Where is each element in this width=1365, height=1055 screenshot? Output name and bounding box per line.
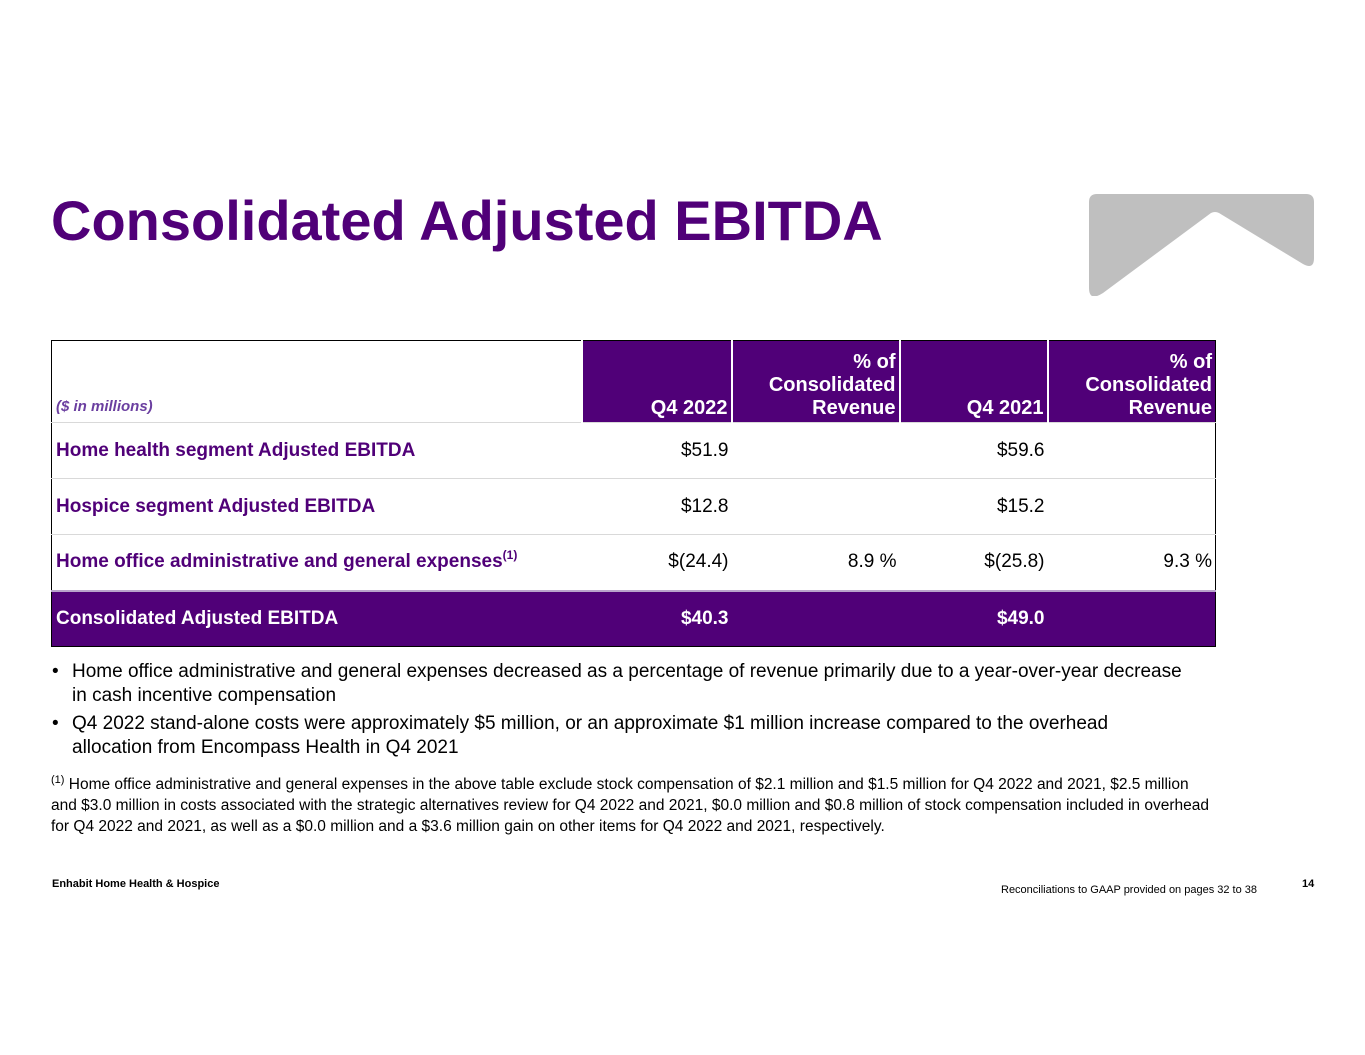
col-header-q4-2021: Q4 2021 <box>900 341 1048 423</box>
footnote-marker: (1) <box>502 548 518 563</box>
row-label-text: Home office administrative and general expenses <box>56 551 503 573</box>
footnote-text: Home office administrative and general expenses in the above table exclude stock compensation of $2.1 million and $1.5 million for Q4 2022 and 2021, $2.5 million and $3.0 million in costs associated with the strategic alternatives review for Q4 2022 and 2021, $0.0 million and $0.8 million of stock compensation included in overhead for Q4 2022 and 2021, as well as a $0.0 million and a $3.6 million gain on other items for Q4 2022 and 2021, respectively. <box>51 776 1209 835</box>
cell-q4-2021: $15.2 <box>996 495 1045 517</box>
col-header-pct-2021 <box>1048 341 1216 423</box>
cell-q4-2021: $59.6 <box>996 439 1045 461</box>
col-header-pct-2022-line1: % of <box>853 351 896 373</box>
table-row-total <box>52 591 1216 647</box>
footnote <box>51 774 1211 837</box>
cell-pct-2022 <box>732 423 900 479</box>
col-header-pct-2021-line1: % of <box>1169 351 1212 373</box>
cell-pct-2021 <box>1048 423 1216 479</box>
table-header-row <box>52 341 1216 423</box>
bullet-text: Home office administrative and general expenses decreased as a percentage of revenue primarily due to a year-over-year decrease in cash incentive compensation <box>72 661 1182 706</box>
cell-pct-2022: 8.9 % <box>847 551 897 573</box>
page-number: 14 <box>1302 878 1315 890</box>
cell-q4-2022: $(24.4) <box>668 551 729 573</box>
col-header-pct-2021-line2: Consolidated <box>1085 374 1212 396</box>
bullet-dot: • <box>52 713 59 734</box>
cell-pct-2021: 9.3 % <box>1163 551 1212 573</box>
cell-q4-2021: $(25.8) <box>984 551 1045 573</box>
row-label-text: Hospice segment Adjusted EBITDA <box>56 495 376 517</box>
total-q4-2022: $40.3 <box>680 607 729 629</box>
bullet-dot: • <box>52 661 59 682</box>
bullet-item <box>52 712 1192 760</box>
col-header-q4-2022: Q4 2022 <box>582 341 732 423</box>
total-label: Consolidated Adjusted EBITDA <box>56 607 339 629</box>
company-name: Enhabit Home Health & Hospice <box>52 878 220 890</box>
row-label <box>52 535 582 591</box>
bullet-list <box>52 660 1192 764</box>
cell-q4-2022: $12.8 <box>680 495 729 517</box>
cell-pct-2022 <box>732 479 900 535</box>
col-header-pct-2022-line2: Consolidated <box>768 374 896 396</box>
slide-title: Consolidated Adjusted EBITDA <box>51 189 883 252</box>
col-header-pct-2022 <box>732 341 900 423</box>
units-label: ($ in millions) <box>52 341 582 423</box>
footnote-marker: (1) <box>51 774 65 786</box>
total-pct-2022 <box>732 591 900 647</box>
total-pct-2021 <box>1048 591 1216 647</box>
total-q4-2021: $49.0 <box>996 607 1045 629</box>
roof-shape <box>1089 194 1314 296</box>
col-header-pct-2022-line3: Revenue <box>812 397 896 419</box>
row-label-text: Home health segment Adjusted EBITDA <box>56 439 416 461</box>
bullet-item <box>52 660 1192 708</box>
ebitda-table <box>51 340 1216 647</box>
cell-pct-2021 <box>1048 479 1216 535</box>
table-row-home-health <box>52 423 1216 479</box>
table-row-home-office <box>52 535 1216 591</box>
col-header-pct-2021-line3: Revenue <box>1128 397 1212 419</box>
brand-logo-shape <box>1089 194 1314 296</box>
reconciliation-note: Reconciliations to GAAP provided on pages 32 to 38 <box>1001 884 1258 896</box>
bullet-text: Q4 2022 stand-alone costs were approximately $5 million, or an approximate $1 million increase compared to the overhead allocation from Encompass Health in Q4 2021 <box>72 713 1109 758</box>
row-label <box>52 423 582 479</box>
cell-q4-2022: $51.9 <box>680 439 729 461</box>
row-label <box>52 479 582 535</box>
table-row-hospice <box>52 479 1216 535</box>
